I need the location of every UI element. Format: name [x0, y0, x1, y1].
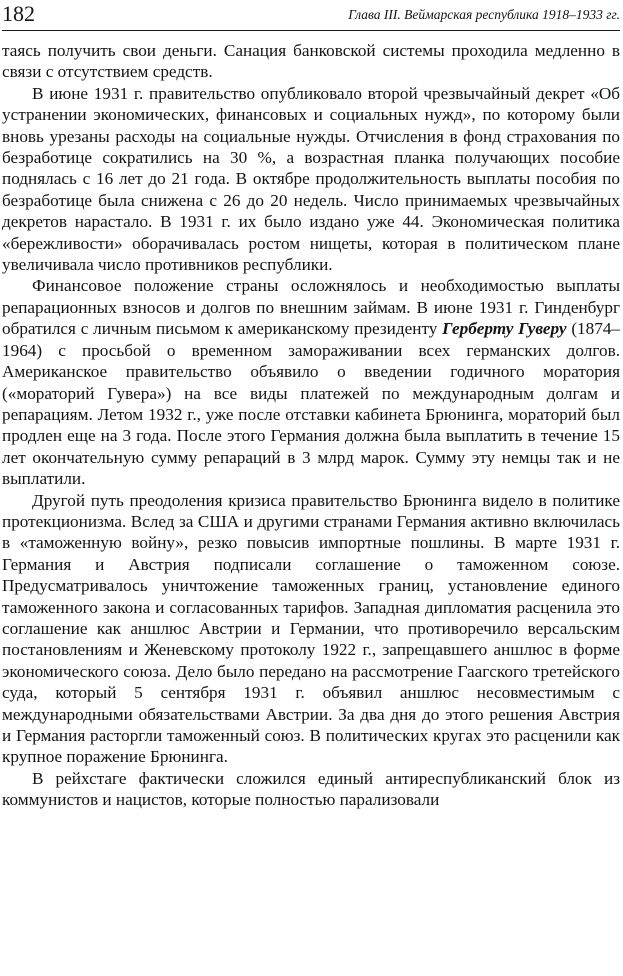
paragraph-text-before-name: Финансовое положение страны осложнялось и необходимостью выплаты репарационных взносов и долгов по внешним займам. В июне 1931 г. Гинденбург обратился с личным письмом к американскому президенту	[2, 276, 620, 339]
paragraph-reichstag: В рейхстаге фактически сложился единый антиреспубликанский блок из коммунистов и нацистов, которые полностью парализовали	[2, 768, 620, 810]
person-name: Герберту Гуверу	[442, 319, 567, 339]
running-head: Глава III. Веймарская республика 1918–1933 гг.	[348, 7, 620, 22]
page-header	[2, 0, 620, 31]
body-text	[2, 40, 620, 811]
paragraph-emergency-decree: В июне 1931 г. правительство опубликовало второй чрезвычайный декрет «Об устранении экономических, финансовых и социальных нужд», по которому были вновь урезаны расходы на социальные нужды. Отчисления в фонд страхования по безработице сократились на 30 %, а возрастная планка получающих пособие поднялась с 16 лет до 21 года. В октябре продолжительность выплаты пособия по безработице была снижена с 26 до 20 недель. Число принимаемых чрезвычайных декретов нарастало. В 1931 г. их было издано уже 44. Экономическая политика «бережливости» оборачивалась ростом нищеты, которая в политическом плане увеличивала число противников республики.	[2, 83, 620, 275]
paragraph-continued: таясь получить свои деньги. Санация банковской системы проходила медленно в связи с отсутствием средств.	[2, 41, 620, 82]
page-number: 182	[2, 1, 35, 26]
paragraph-reparations	[2, 275, 620, 489]
paragraph-protectionism: Другой путь преодоления кризиса правительство Брюнинга видело в политике протекционизма. Вслед за США и другими странами Германия активно включилась в «таможенную войну», резко повысив импортные пошлины. В марте 1931 г. Германия и Австрия подписали соглашение о таможенном союзе. Предусматривалось уничтожение таможенных границ, установление единого таможенного закона и согласованных тарифов. Западная дипломатия расценила это соглашение как аншлюс Австрии и Германии, что противоречило версальским постановлениям и Женевскому протоколу 1922 г., запрещавшего аншлюс в форме экономического союза. Дело было передано на рассмотрение Гаагского третейского суда, который 5 сентября 1931 г. объявил аншлюс несовместимым с международными обязательствами Австрии. За два дня до этого решения Австрия и Германия расторгли таможенный союз. В политических кругах это расценили как крупное поражение Брюнинга.	[2, 490, 620, 767]
paragraph-text-after-name: (1874–1964) с просьбой о временном замораживании всех германских долгов. Американское правительство объявило о введении годичного моратория («мораторий Гувера») на все виды платежей по международным долгам и репарациям. Летом 1932 г., уже после отставки кабинета Брюнинга, мораторий был продлен еще на 3 года. После этого Германия должна была выплатить в течение 15 лет окончательную сумму репараций в 3 млрд марок. Сумму эту немцы так и не выплатили.	[2, 319, 621, 489]
book-page	[2, 0, 620, 976]
